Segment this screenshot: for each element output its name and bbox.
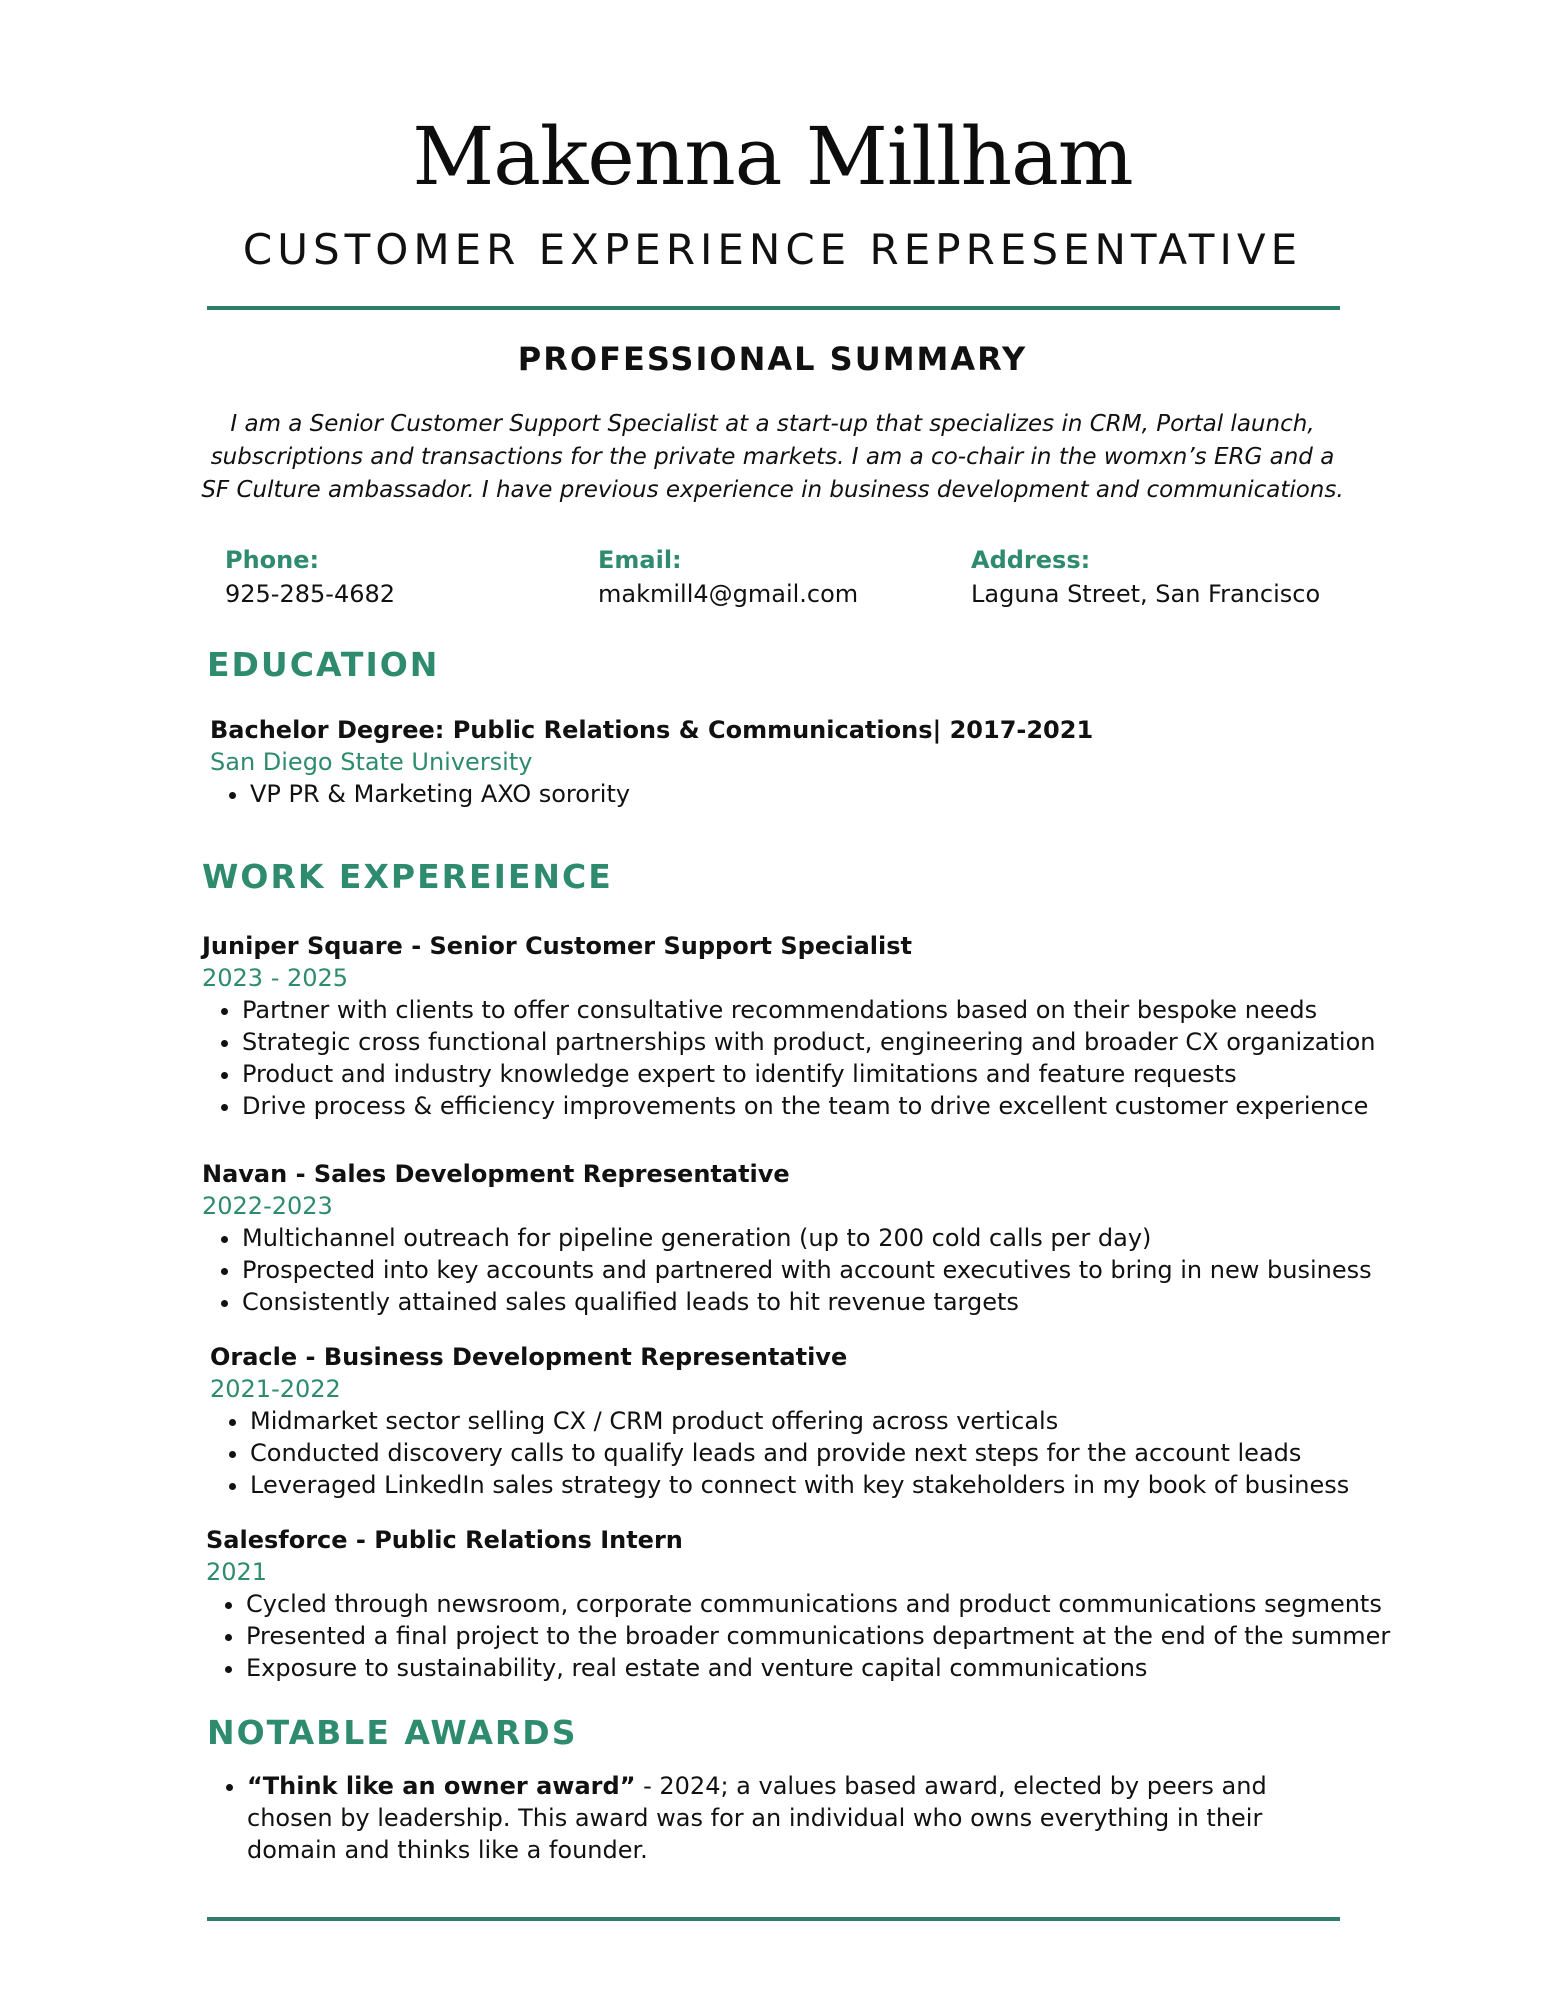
candidate-name: Makenna Millham	[412, 110, 1133, 203]
list-item: • Drive process & efficiency improvements on the team to drive excellent customer experience	[242, 1090, 1375, 1122]
job-salesforce	[206, 1524, 1390, 1684]
list-item: • Prospected into key accounts and partnered with account executives to bring in new business	[242, 1254, 1372, 1286]
education-heading: EDUCATION	[207, 645, 440, 684]
list-item: • Leveraged LinkedIn sales strategy to connect with key stakeholders in my book of business	[250, 1469, 1349, 1501]
phone-value: 925-285-4682	[225, 580, 396, 608]
contact-email	[598, 543, 858, 611]
job-heading: Juniper Square - Senior Customer Support Specialist	[202, 932, 912, 960]
job-bullets	[210, 1405, 1349, 1501]
list-item: • Exposure to sustainability, real estate and venture capital communications	[246, 1652, 1390, 1684]
list-item: • Multichannel outreach for pipeline generation (up to 200 cold calls per day)	[242, 1222, 1372, 1254]
list-item: • Presented a final project to the broader communications department at the end of the summer	[246, 1620, 1390, 1652]
list-item: • VP PR & Marketing AXO sorority	[250, 778, 1093, 810]
award-description: - 2024; a values based award, elected by peers and chosen by leadership. This award was for an individual who owns everything in their domain and thinks like a founder.	[247, 1772, 1267, 1864]
job-bullets	[206, 1588, 1390, 1684]
job-title: CUSTOMER EXPERIENCE REPRESENTATIVE	[242, 225, 1303, 274]
job-dates: 2022-2023	[202, 1192, 333, 1220]
top-divider	[207, 306, 1340, 310]
job-juniper-square	[202, 930, 1375, 1122]
contact-address	[971, 543, 1320, 611]
list-item: • Conducted discovery calls to qualify leads and provide next steps for the account leads	[250, 1437, 1349, 1469]
job-bullets	[202, 1222, 1372, 1318]
summary-heading: PROFESSIONAL SUMMARY	[517, 340, 1028, 378]
job-navan	[202, 1158, 1372, 1318]
list-item: • Product and industry knowledge expert to identify limitations and feature requests	[242, 1058, 1375, 1090]
job-bullets	[202, 994, 1375, 1122]
school: San Diego State University	[210, 748, 533, 776]
education-bullets	[210, 778, 1093, 810]
address-label: Address:	[971, 546, 1091, 574]
phone-label: Phone:	[225, 546, 320, 574]
job-dates: 2021-2022	[210, 1375, 341, 1403]
list-item: • Cycled through newsroom, corporate communications and product communications segments	[246, 1588, 1390, 1620]
address-value: Laguna Street, San Francisco	[971, 580, 1321, 608]
job-heading: Salesforce - Public Relations Intern	[206, 1526, 683, 1554]
award-name: “Think like an owner award”	[247, 1772, 636, 1800]
email-label: Email:	[598, 546, 682, 574]
job-dates: 2023 - 2025	[202, 964, 349, 992]
list-item	[247, 1770, 1347, 1866]
contact-phone	[225, 543, 395, 611]
bottom-divider	[207, 1917, 1340, 1921]
education-entry	[210, 714, 1093, 810]
work-heading: WORK EXPEREIENCE	[202, 857, 613, 896]
job-heading: Navan - Sales Development Representative	[202, 1160, 790, 1188]
job-oracle	[210, 1341, 1349, 1501]
summary-text: I am a Senior Customer Support Specialist at a start-up that specializes in CRM, Portal launch, subscriptions and transactions for the private markets. I am a co-chair in the womxn’s ERG and a SF Culture ambassador. I have previous experience in business development and communications.	[201, 411, 1344, 503]
job-heading: Oracle - Business Development Representative	[210, 1343, 848, 1371]
list-item: • Strategic cross functional partnerships with product, engineering and broader CX organization	[242, 1026, 1375, 1058]
awards-heading: NOTABLE AWARDS	[207, 1713, 578, 1752]
email-value: makmill4@gmail.com	[598, 580, 859, 608]
list-item: • Consistently attained sales qualified leads to hit revenue targets	[242, 1286, 1372, 1318]
awards-list	[207, 1770, 1347, 1866]
list-item: • Partner with clients to offer consultative recommendations based on their bespoke needs	[242, 994, 1375, 1026]
job-dates: 2021	[206, 1558, 268, 1586]
degree: Bachelor Degree: Public Relations & Communications| 2017-2021	[210, 716, 1094, 744]
list-item: • Midmarket sector selling CX / CRM product offering across verticals	[250, 1405, 1349, 1437]
